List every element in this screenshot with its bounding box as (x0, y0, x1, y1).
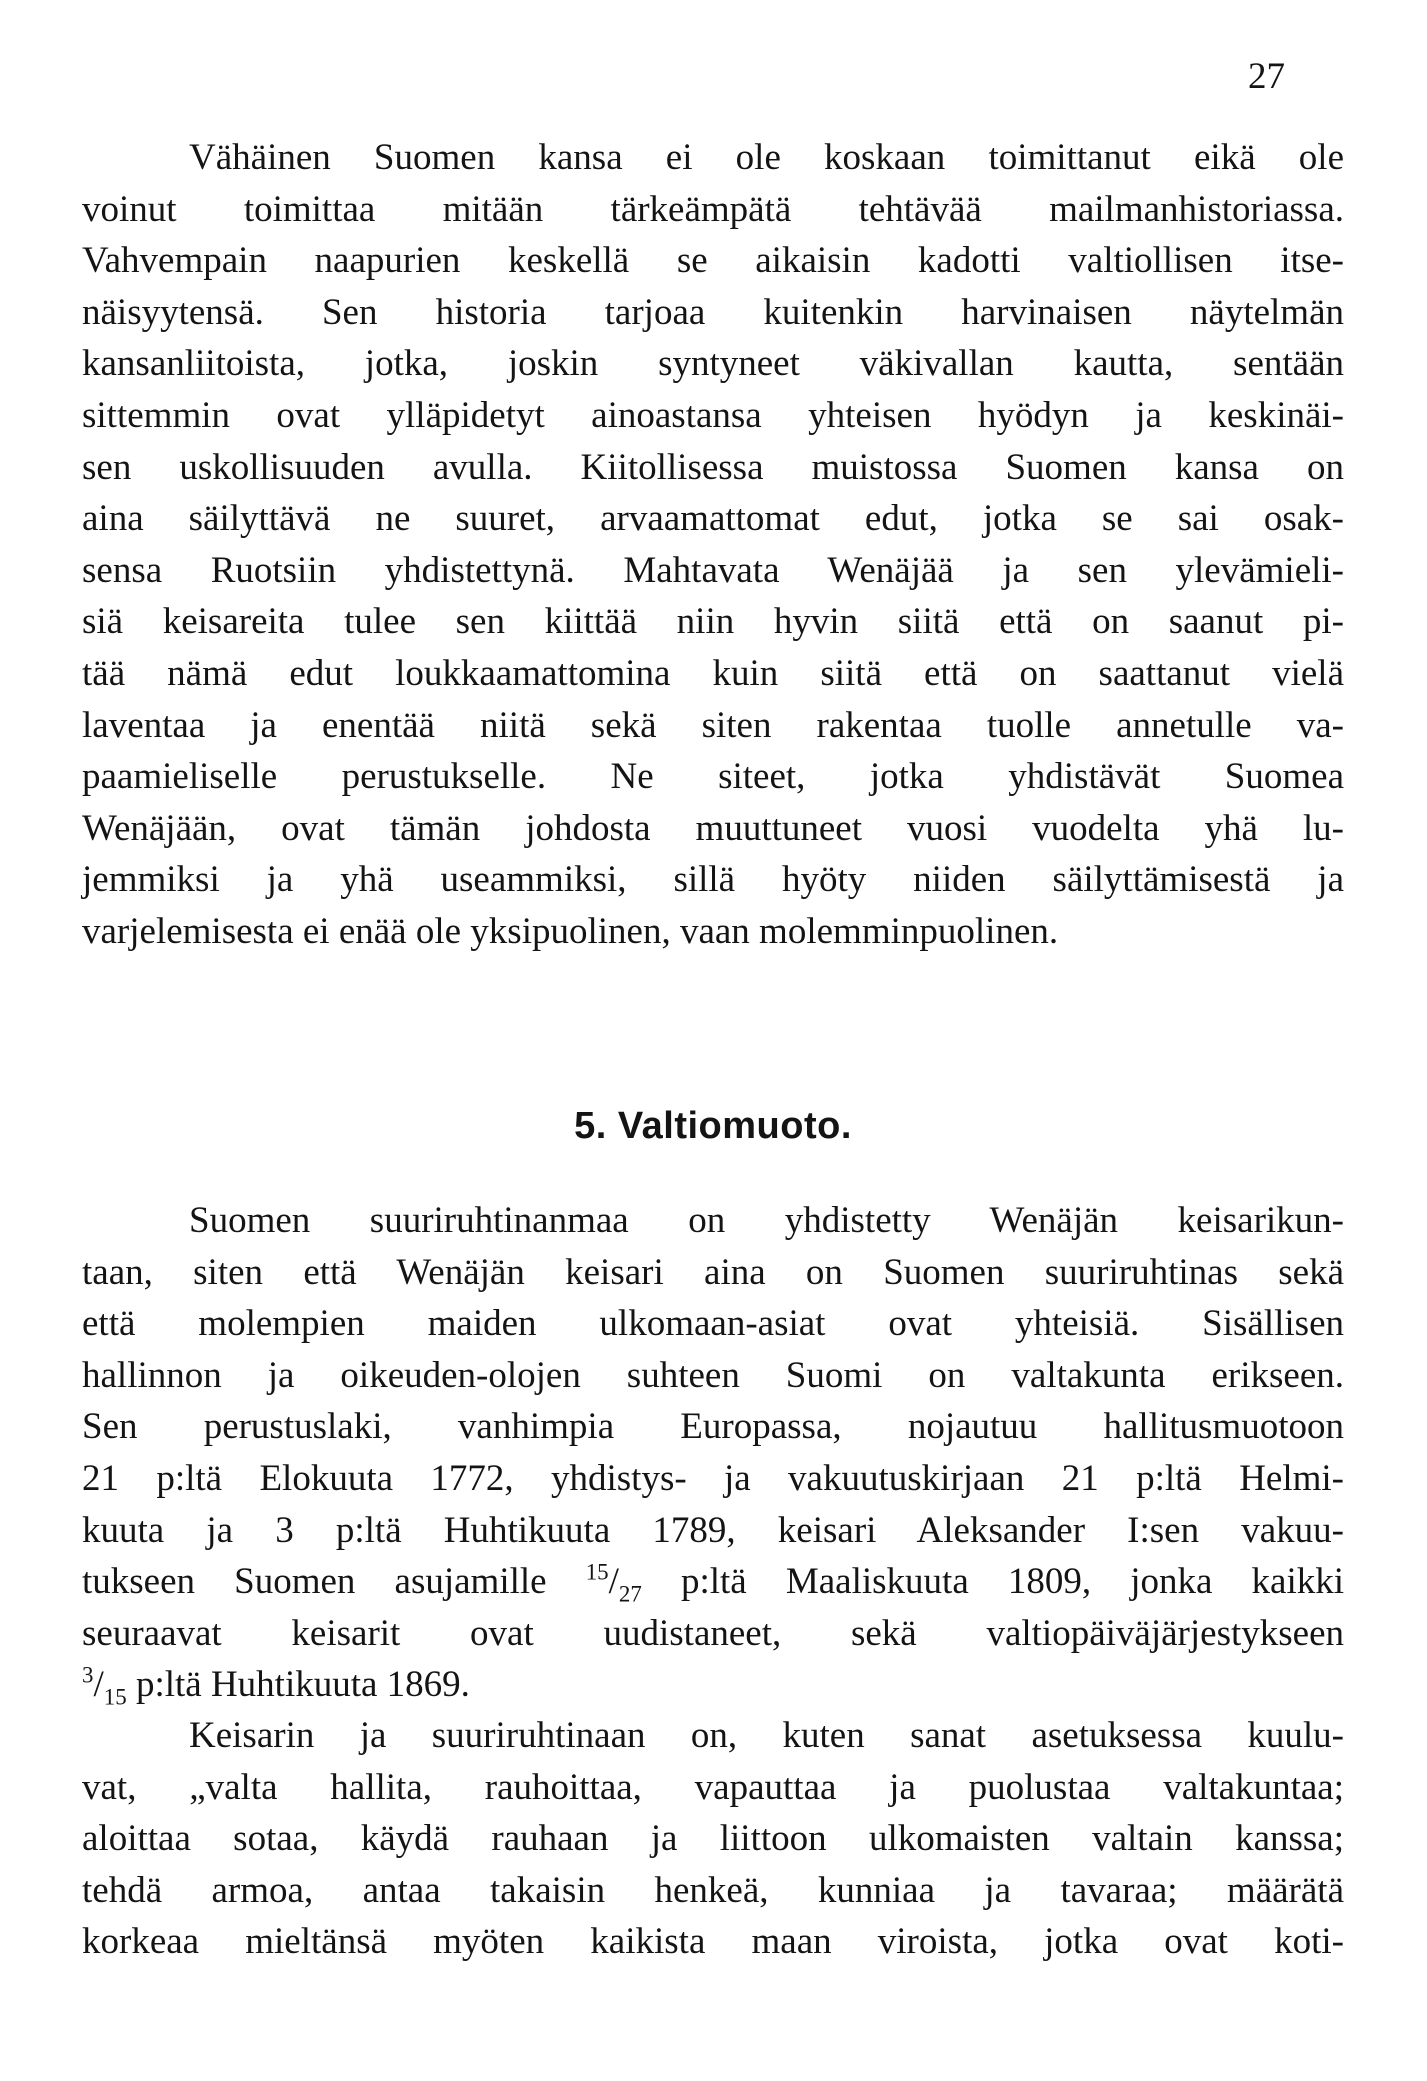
text-line: varjelemisesta ei enää ole yksipuolinen, vaan molemminpuolinen. (82, 910, 1059, 952)
paragraph-emperor-powers (82, 1710, 1344, 1968)
text-line: paamieliselle perustukselle. Ne siteet, jotka yhdistävät Suomea (82, 756, 1344, 798)
date-fraction: $^3/_{15}$ (82, 1663, 127, 1710)
text-line-with-fraction (82, 1659, 1344, 1711)
date-fraction: $^{15}/_{27}$ (585, 1559, 642, 1607)
text-line: aina säilyttävä ne suuret, arvaamattomat edut, jotka se sai osak- (82, 498, 1344, 540)
text-line: Keisarin ja suuriruhtinaan on, kuten sanat asetuksessa kuulu- (189, 1715, 1344, 1756)
text-line: taan, siten että Wenäjän keisari aina on Suomen suuriruhtinas sekä (82, 1251, 1344, 1293)
section-heading: 5. Valtiomuoto. (574, 1105, 852, 1147)
text-segment: tukseen Suomen asujamille (82, 1561, 547, 1603)
text-line: aloittaa sotaa, käydä rauhaan ja liittoon ulkomaisten valtain kanssa; (82, 1818, 1344, 1860)
text-line: tehdä armoa, antaa takaisin henkeä, kunniaa ja tavaraa; määrätä (82, 1869, 1344, 1911)
text-line: että molempien maiden ulkomaan-asiat ovat yhteisiä. Sisällisen (82, 1303, 1344, 1345)
text-line: laventaa ja enentää niitä sekä siten rakentaa tuolle annetulle va- (82, 704, 1344, 746)
text-line: seuraavat keisarit ovat uudistaneet, sekä valtiopäiväjärjestykseen (82, 1612, 1344, 1654)
fraction-denominator: 27 (618, 1581, 642, 1607)
text-line: jemmiksi ja yhä useammiksi, sillä hyöty niiden säilyttämisestä ja (82, 859, 1344, 901)
text-line: näisyytensä. Sen historia tarjoaa kuitenkin harvinaisen näytelmän (82, 291, 1344, 333)
text-line: tää nämä edut loukkaamattomina kuin siitä että on saattanut vielä (82, 652, 1344, 694)
text-segment: p:ltä Huhtikuuta 1869. (135, 1664, 470, 1706)
text-line-with-fraction (82, 1556, 1344, 1608)
fraction-numerator: 15 (585, 1559, 609, 1585)
text-line: hallinnon ja oikeuden-olojen suhteen Suomi on valtakunta erikseen. (82, 1354, 1344, 1396)
text-line: sensa Ruotsiin yhdistettynä. Mahtavata Wenäjää ja sen ylevämieli- (82, 549, 1344, 591)
text-line: kansanliitoista, jotka, joskin syntyneet väkivallan kautta, sentään (82, 343, 1344, 385)
text-line: vat, „valta hallita, rauhoittaa, vapauttaa ja puolustaa valtakuntaa; (82, 1766, 1344, 1808)
text-line: Suomen suuriruhtinanmaa on yhdistetty Wenäjän keisarikun- (189, 1200, 1344, 1241)
text-line: Wenäjään, ovat tämän johdosta muuttuneet vuosi vuodelta yhä lu- (82, 807, 1344, 849)
text-line: sen uskollisuuden avulla. Kiitollisessa muistossa Suomen kansa on (82, 446, 1344, 488)
paragraph-constitution (82, 1195, 1344, 1711)
text-line: Vähäinen Suomen kansa ei ole koskaan toimittanut eikä ole (189, 137, 1344, 178)
text-line: voinut toimittaa mitään tärkeämpätä tehtävää mailmanhistoriassa. (82, 188, 1344, 230)
text-line: siä keisareita tulee sen kiittää niin hyvin siitä että on saanut pi- (82, 601, 1344, 643)
fraction-numerator: 3 (82, 1663, 94, 1689)
text-segment: p:ltä Maaliskuuta 1809, jonka kaikki (680, 1561, 1344, 1603)
page-number: 27 (1248, 56, 1285, 97)
text-line: kuuta ja 3 p:ltä Huhtikuuta 1789, keisari Aleksander I:sen vakuu- (82, 1509, 1344, 1551)
paragraph-finnish-nation (82, 132, 1344, 958)
text-line: Vahvempain naapurien keskellä se aikaisin kadotti valtiollisen itse- (82, 240, 1344, 282)
text-line: Sen perustuslaki, vanhimpia Europassa, nojautuu hallitusmuotoon (82, 1406, 1344, 1448)
text-line: 21 p:ltä Elokuuta 1772, yhdistys- ja vakuutuskirjaan 21 p:ltä Helmi- (82, 1457, 1344, 1499)
text-line: korkeaa mieltänsä myöten kaikista maan viroista, jotka ovat koti- (82, 1921, 1344, 1963)
text-line: sittemmin ovat ylläpidetyt ainoastansa yhteisen hyödyn ja keskinäi- (82, 394, 1344, 436)
fraction-denominator: 15 (103, 1684, 127, 1710)
